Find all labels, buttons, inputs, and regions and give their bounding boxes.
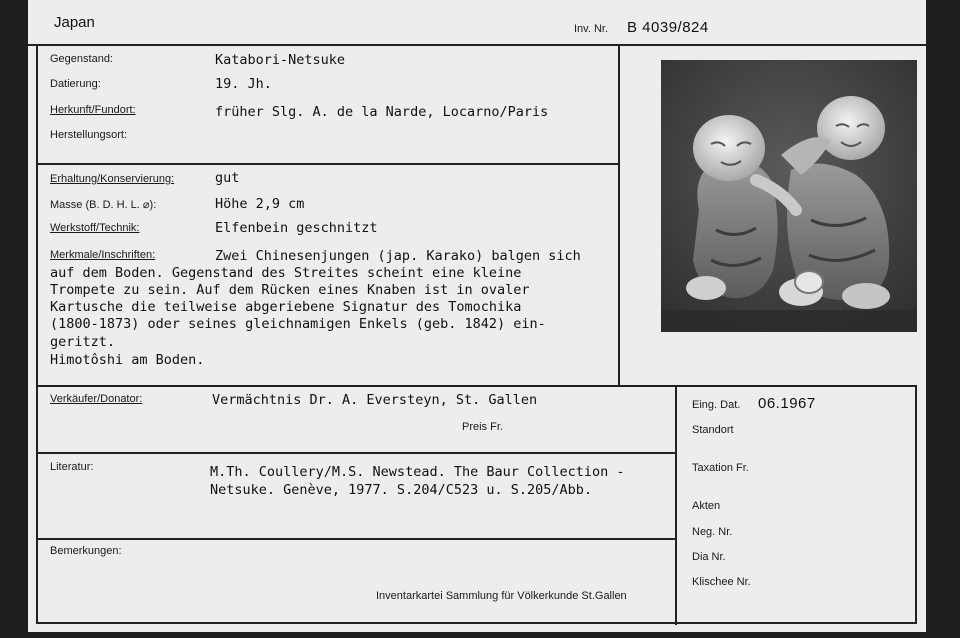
side-divider <box>675 385 677 625</box>
rule-1 <box>36 163 618 165</box>
rule-3 <box>36 452 676 454</box>
merkmale-line-6: geritzt. <box>50 334 116 350</box>
merkmale-line-3: Trompete zu sein. Auf dem Rücken eines Knaben ist in ovaler <box>50 282 530 298</box>
masse-value: Höhe 2,9 cm <box>215 196 305 212</box>
erhaltung-value: gut <box>215 170 240 186</box>
merkmale-line-1: Zwei Chinesenjungen (jap. Karako) balgen sich <box>215 248 581 264</box>
gegenstand-label: Gegenstand: <box>50 53 113 65</box>
inv-nr-label: Inv. Nr. <box>574 23 609 35</box>
werkstoff-label: Werkstoff/Technik: <box>50 222 140 234</box>
preis-label: Preis Fr. <box>462 421 503 433</box>
bemerkungen-label: Bemerkungen: <box>50 545 122 557</box>
dia-nr-label: Dia Nr. <box>692 551 726 563</box>
header-rule <box>28 44 926 46</box>
datierung-value: 19. Jh. <box>215 76 272 92</box>
neg-nr-label: Neg. Nr. <box>692 526 733 538</box>
akten-label: Akten <box>692 500 721 512</box>
eing-dat-label: Eing. Dat. <box>692 399 741 411</box>
inv-number: B 4039/824 <box>627 19 709 36</box>
netsuke-photo <box>661 60 917 332</box>
right-box-edge <box>915 385 917 624</box>
datierung-label: Datierung: <box>50 78 101 90</box>
erhaltung-label: Erhaltung/Konservierung: <box>50 173 175 185</box>
literatur-line-1: M.Th. Coullery/M.S. Newstead. The Baur Collection - <box>210 464 625 480</box>
footer-text: Inventarkartei Sammlung für Völkerkunde St.Gallen <box>376 590 627 602</box>
literatur-line-2: Netsuke. Genève, 1977. S.204/C523 u. S.205/Abb. <box>210 482 593 498</box>
verkaeufer-label: Verkäufer/Donator: <box>50 393 143 405</box>
gegenstand-value: Katabori-Netsuke <box>215 52 346 68</box>
inventory-card <box>28 0 926 632</box>
merkmale-line-7: Himotôshi am Boden. <box>50 352 205 368</box>
merkmale-line-4: Kartusche die teilweise abgeriebene Signatur des Tomochika <box>50 299 522 315</box>
werkstoff-value: Elfenbein geschnitzt <box>215 220 378 236</box>
merkmale-line-5: (1800-1873) oder seines gleichnamigen Enkels (geb. 1842) ein- <box>50 316 546 332</box>
netsuke-illustration <box>661 60 917 332</box>
bottom-rule <box>36 622 916 624</box>
herstellungsort-label: Herstellungsort: <box>50 129 128 141</box>
country-text: Japan <box>54 14 95 31</box>
rule-4 <box>36 538 676 540</box>
literatur-label: Literatur: <box>50 461 94 473</box>
eing-dat-value: 06.1967 <box>758 395 816 412</box>
merkmale-label: Merkmale/Inschriften: <box>50 249 156 261</box>
photo-divider <box>618 44 620 386</box>
left-box-edge <box>36 44 38 624</box>
herkunft-value: früher Slg. A. de la Narde, Locarno/Paris <box>215 104 549 120</box>
merkmale-line-2: auf dem Boden. Gegenstand des Streites scheint eine kleine <box>50 265 522 281</box>
herkunft-label: Herkunft/Fundort: <box>50 104 136 116</box>
standort-label: Standort <box>692 424 734 436</box>
masse-label: Masse (B. D. H. L. ⌀): <box>50 199 157 211</box>
klischee-nr-label: Klischee Nr. <box>692 576 751 588</box>
rule-2 <box>36 385 916 387</box>
verkaeufer-value: Vermächtnis Dr. A. Eversteyn, St. Gallen <box>212 392 538 408</box>
taxation-label: Taxation Fr. <box>692 462 749 474</box>
